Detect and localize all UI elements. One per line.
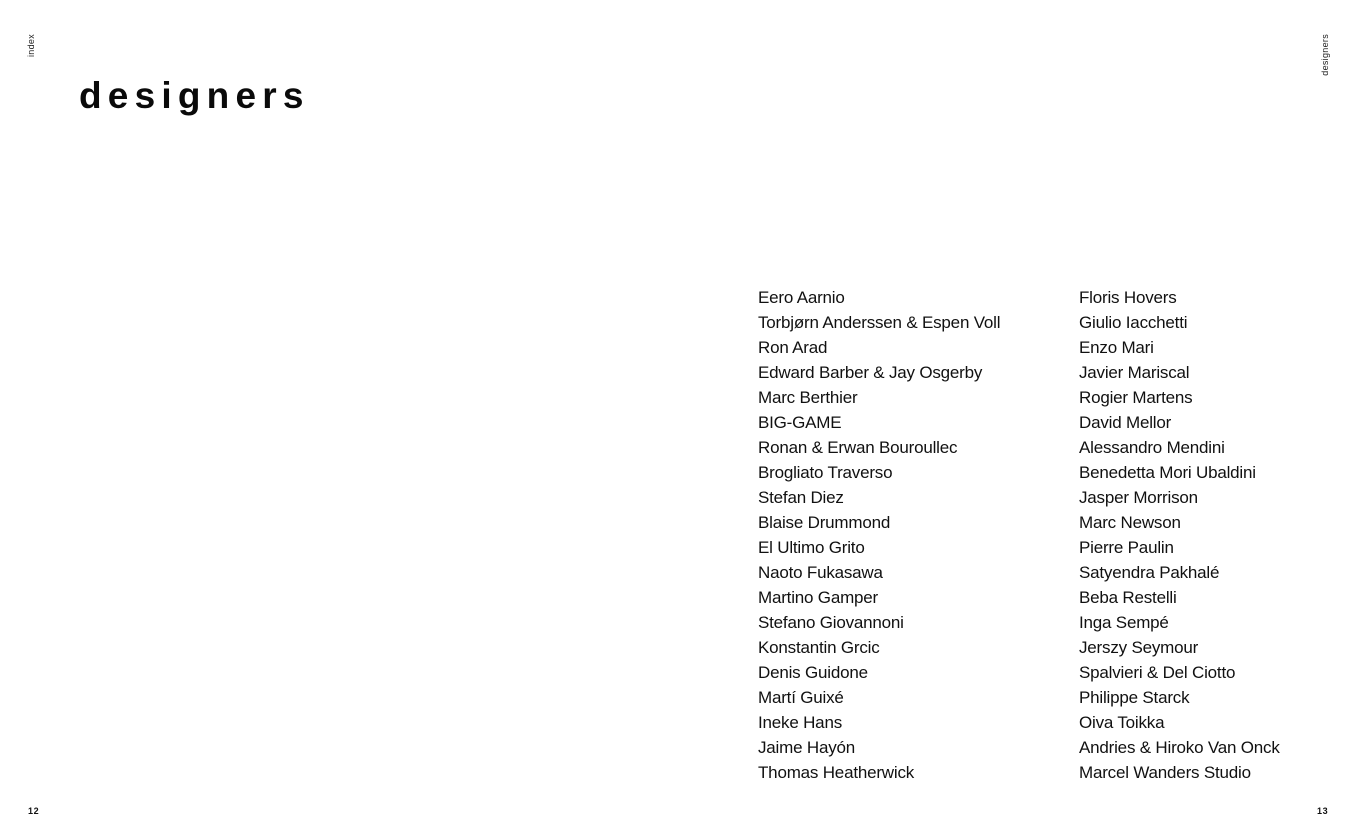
designer-name: Stefano Giovannoni (758, 613, 904, 632)
designer-name: Brogliato Traverso (758, 463, 893, 482)
designer-name: Marcel Wanders Studio (1079, 763, 1251, 782)
designer-name: Ronan & Erwan Bouroullec (758, 438, 958, 457)
designer-name: Naoto Fukasawa (758, 563, 883, 582)
designer-name: Blaise Drummond (758, 513, 891, 532)
designer-name: Alessandro Mendini (1079, 438, 1225, 457)
designers-list-column-2 (1079, 285, 1280, 785)
designer-name: Martino Gamper (758, 588, 879, 607)
designer-name: Stefan Diez (758, 488, 844, 507)
designer-name: Jerszy Seymour (1079, 638, 1199, 657)
designer-name: BIG-GAME (758, 413, 842, 432)
designer-name: Inga Sempé (1079, 613, 1169, 632)
designer-name: Ron Arad (758, 338, 828, 357)
page-title: designers (79, 75, 310, 116)
designer-name: El Ultimo Grito (758, 538, 865, 557)
designer-name: Beba Restelli (1079, 588, 1177, 607)
designer-name: Spalvieri & Del Ciotto (1079, 663, 1236, 682)
designer-name: David Mellor (1079, 413, 1172, 432)
designer-name: Benedetta Mori Ubaldini (1079, 463, 1256, 482)
designer-name: Rogier Martens (1079, 388, 1193, 407)
designer-name: Edward Barber & Jay Osgerby (758, 363, 983, 382)
designer-name: Konstantin Grcic (758, 638, 880, 657)
designer-name: Ineke Hans (758, 713, 842, 732)
designer-name: Marc Newson (1079, 513, 1181, 532)
designer-name: Andries & Hiroko Van Onck (1079, 738, 1280, 757)
designer-name: Satyendra Pakhalé (1079, 563, 1220, 582)
designer-name: Philippe Starck (1079, 688, 1190, 707)
designer-name: Jaime Hayón (758, 738, 856, 757)
designer-name: Marc Berthier (758, 388, 858, 407)
designer-name: Oiva Toikka (1079, 713, 1165, 732)
designers-list-column-1 (758, 285, 1000, 785)
designer-name: Floris Hovers (1079, 288, 1177, 307)
designer-name: Eero Aarnio (758, 288, 845, 307)
designer-name: Pierre Paulin (1079, 538, 1174, 557)
page-number-right: 13 (1317, 806, 1329, 816)
designer-name: Enzo Mari (1079, 338, 1154, 357)
designer-name: Giulio Iacchetti (1079, 313, 1188, 332)
page-number-left: 12 (28, 806, 40, 816)
designer-name: Jasper Morrison (1079, 488, 1198, 507)
designer-name: Thomas Heatherwick (758, 763, 915, 782)
designer-name: Martí Guixé (758, 688, 844, 707)
section-label-index: index (26, 34, 36, 58)
designer-name: Javier Mariscal (1079, 363, 1190, 382)
designer-name: Denis Guidone (758, 663, 868, 682)
designer-name: Torbjørn Anderssen & Espen Voll (758, 313, 1001, 332)
section-label-designers: designers (1320, 34, 1330, 76)
